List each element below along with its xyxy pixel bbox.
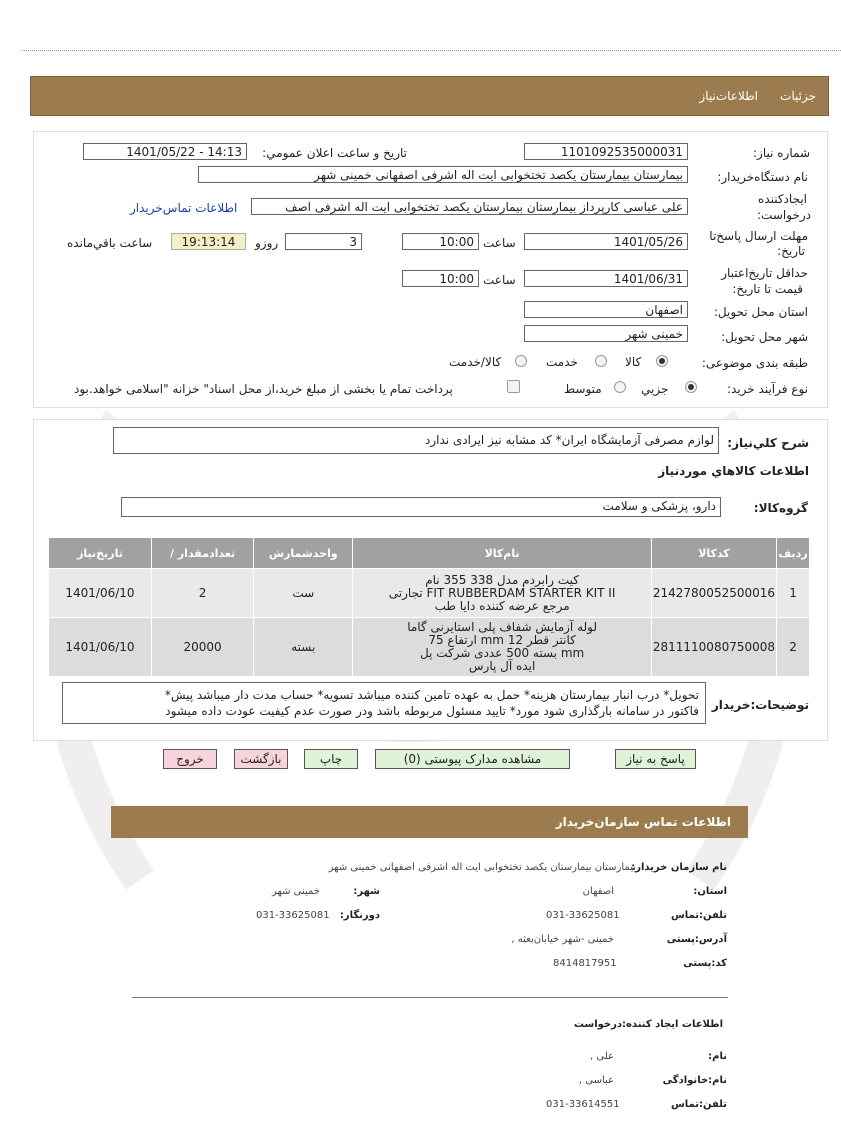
validity-date-field: 1401/06/31 (524, 270, 688, 287)
category-goods-label: کالا (625, 355, 642, 369)
cell-goods-code: 2811110080750008 (651, 618, 776, 677)
province-field: اصفهان (524, 301, 688, 318)
back-button[interactable]: بازگشت (234, 749, 288, 769)
treasury-payment-note: پرداخت تمام یا بخشی از مبلغ خرید،از محل اسناد" خزانه "اسلامی خواهد.بود (74, 382, 453, 396)
cell-goods-name (353, 569, 652, 618)
validity-time-field: 10:00 (402, 270, 479, 287)
goods-group-field: دارو، پزشکی و سلامت (121, 497, 721, 517)
category-label: طبقه بندی موضوعی: (701, 356, 808, 370)
goods-name-line: مرجع عرضه کننده دایا طب (434, 598, 570, 613)
col-goods-code: کدکالا (651, 538, 776, 569)
creator-family-label: نام:خانوادگی (662, 1075, 727, 1086)
need-description-field: لوازم مصرفی آزمایشگاه ایران* کد مشابه نیز ایرادی ندارد (113, 427, 719, 454)
col-quantity: / تعدادمقدار (151, 538, 253, 569)
deadline-time-label: ساعت (483, 236, 516, 250)
col-goods-name: نام‌کالا (353, 538, 652, 569)
goods-name-line: کیت رابردم مدل 338 355 نام (425, 572, 579, 587)
need-description-label: شرح کلي‌نياز: (727, 436, 809, 450)
goods-name-line: mm بسته 500 عددی شرکت پل (419, 646, 585, 660)
contact-province-label: استان: (693, 886, 727, 897)
city-field: خمینی شهر (524, 325, 688, 342)
treasury-payment-checkbox[interactable] (507, 380, 520, 393)
creator-name-value: علی , (590, 1051, 614, 1062)
cell-goods-code: 2142780052500016 (651, 569, 776, 618)
tab-need-info[interactable]: اطلاعات‌نیاز (699, 89, 758, 103)
contact-divider (132, 997, 728, 998)
goods-name-line: کانتر قطر 12 mm ارتفاع 75 (428, 633, 576, 647)
contact-city-value: خمینی شهر (271, 886, 320, 897)
buyer-org-label: نام دستگاه‌خریدار: (717, 170, 808, 184)
cell-unit: ست (254, 569, 353, 618)
process-label: نوع فرآیند خرید: (727, 382, 808, 396)
contact-phone-label: تلفن:تماس (670, 910, 727, 921)
buyer-notes-line: تحویل* درب انبار بیمارستان هزینه* حمل به عهده تامین کننده میباشد تسویه* حساب مدت دار میباشد پیش* (164, 688, 699, 702)
cell-row-number: 2 (777, 618, 810, 677)
buyer-contact-header (111, 806, 748, 838)
contact-phone-value: 031-33625081 (546, 910, 620, 921)
validity-label-2: قیمت تا تاریخ: (732, 282, 803, 296)
contact-fax-label: دورنگار: (339, 910, 380, 921)
contact-city-label: شهر: (353, 886, 380, 897)
process-medium-label: متوسط (564, 382, 602, 396)
table-row (49, 618, 810, 677)
cell-goods-name (353, 618, 652, 677)
creator-phone-label: تلفن:تماس (670, 1099, 727, 1110)
goods-name-line: ایده آل پارس (468, 659, 536, 673)
contact-org-label: نام سازمان خریدار: (631, 862, 727, 873)
contact-address-label: آدرس:پستی (666, 934, 727, 945)
col-unit: واحدشمارش (254, 538, 353, 569)
need-number-label: شماره نیاز: (753, 146, 810, 160)
cell-unit: بسته (254, 618, 353, 677)
deadline-label-1: مهلت ارسال پاسخ‌تا (709, 229, 808, 243)
announce-date-field: 1401/05/22 - 14:13 (83, 143, 247, 160)
process-minor-label: جزيي (641, 382, 669, 396)
category-service-label: خدمت (546, 355, 578, 369)
city-label: شهر محل تحویل: (721, 330, 808, 344)
category-both-label: کالا/خدمت (449, 355, 502, 369)
contact-org-value: بیمارستان بیمارستان یکصد تختخوابی ایت اله اشرفی اصفهانی خمینی شهر (328, 862, 636, 873)
category-radio-both[interactable] (515, 355, 527, 367)
buyer-org-field: بیمارستان بیمارستان یکصد تختخوابی ایت اله اشرفی اصفهانی خمینی شهر (198, 166, 688, 183)
contact-address-value: خمینی -شهر خیابان‌بعثه , (511, 934, 614, 945)
deadline-label-2: تاریخ: (777, 244, 805, 258)
goods-name-line: لوله آزمایش شفاف پلی استایرنی گاما (407, 620, 598, 634)
goods-table (48, 537, 810, 677)
cell-need-date: 1401/06/10 (49, 618, 152, 677)
buyer-notes-line: فاکتور در سامانه بارگذاری شود مورد* تایید مسئول مربوطه باشد ودر صورت عدم کیفیت عودت داده میشود (165, 704, 699, 718)
view-attachments-button[interactable]: مشاهده مدارک پیوستی (0) (375, 749, 570, 769)
cell-row-number: 1 (777, 569, 810, 618)
goods-name-line: FIT RUBBERDAM STARTER KIT II تجارتی (388, 585, 616, 600)
top-divider (22, 50, 841, 51)
buyer-contact-link[interactable]: اطلاعات تماس‌خریدار (130, 201, 238, 215)
need-number-field: 1101092535000031 (524, 143, 688, 160)
category-radio-service[interactable] (595, 355, 607, 367)
days-field: 3 (285, 233, 362, 250)
cell-quantity: 20000 (151, 618, 253, 677)
creator-phone-value: 031-33614551 (546, 1099, 620, 1110)
contact-province-value: اصفهان (582, 886, 614, 897)
validity-label-1: حداقل تاریخ‌اعتبار (721, 266, 808, 280)
contact-postal-label: کد:پستی (683, 958, 727, 969)
process-radio-minor[interactable] (685, 381, 697, 393)
deadline-time-field: 10:00 (402, 233, 479, 250)
remaining-label: ساعت باقي‌مانده (67, 236, 153, 250)
col-row: رديف (777, 538, 810, 569)
process-radio-medium[interactable] (614, 381, 626, 393)
creator-label-1: ایجادکننده (758, 192, 807, 206)
buyer-contact-title: اطلاعات تماس سازمان‌خریدار (555, 815, 731, 829)
creator-name-label: نام: (708, 1051, 727, 1062)
days-label: روزو (255, 236, 279, 250)
creator-label-2: درخواست: (757, 208, 811, 222)
validity-time-label: ساعت (483, 273, 516, 287)
exit-button[interactable]: خروج (163, 749, 217, 769)
print-button[interactable]: چاپ (304, 749, 358, 769)
announce-label: تاریخ و ساعت اعلان عمومي: (262, 146, 407, 160)
province-label: استان محل تحویل: (713, 305, 808, 319)
creator-info-title: اطلاعات ایجاد کننده:درخواست (573, 1019, 723, 1030)
cell-need-date: 1401/06/10 (49, 569, 152, 618)
creator-family-value: عباسی , (578, 1075, 614, 1086)
goods-info-title: اطلاعات کالاهاي موردنياز (658, 464, 809, 478)
table-row (49, 569, 810, 618)
tab-details[interactable]: جزئیات (780, 89, 816, 103)
buyer-notes-box (62, 682, 706, 724)
deadline-date-field: 1401/05/26 (524, 233, 688, 250)
buyer-notes-label: توضیحات:خریدار (711, 698, 809, 712)
header-bar (30, 76, 829, 116)
category-radio-goods[interactable] (656, 355, 668, 367)
remaining-time-field: 19:13:14 (171, 233, 246, 250)
creator-field: علی عباسی کارپرداز بیمارستان بیمارستان یکصد تختخوابی ایت اله اشرفی اصف (251, 198, 688, 215)
contact-fax-value: 031-33625081 (256, 910, 330, 921)
goods-group-label: گروه‌کالا: (753, 501, 808, 515)
respond-button[interactable]: پاسخ به نیاز (615, 749, 696, 769)
contact-postal-value: 8414817951 (553, 958, 617, 969)
cell-quantity: 2 (151, 569, 253, 618)
col-need-date: تاریخ‌نیاز (49, 538, 152, 569)
